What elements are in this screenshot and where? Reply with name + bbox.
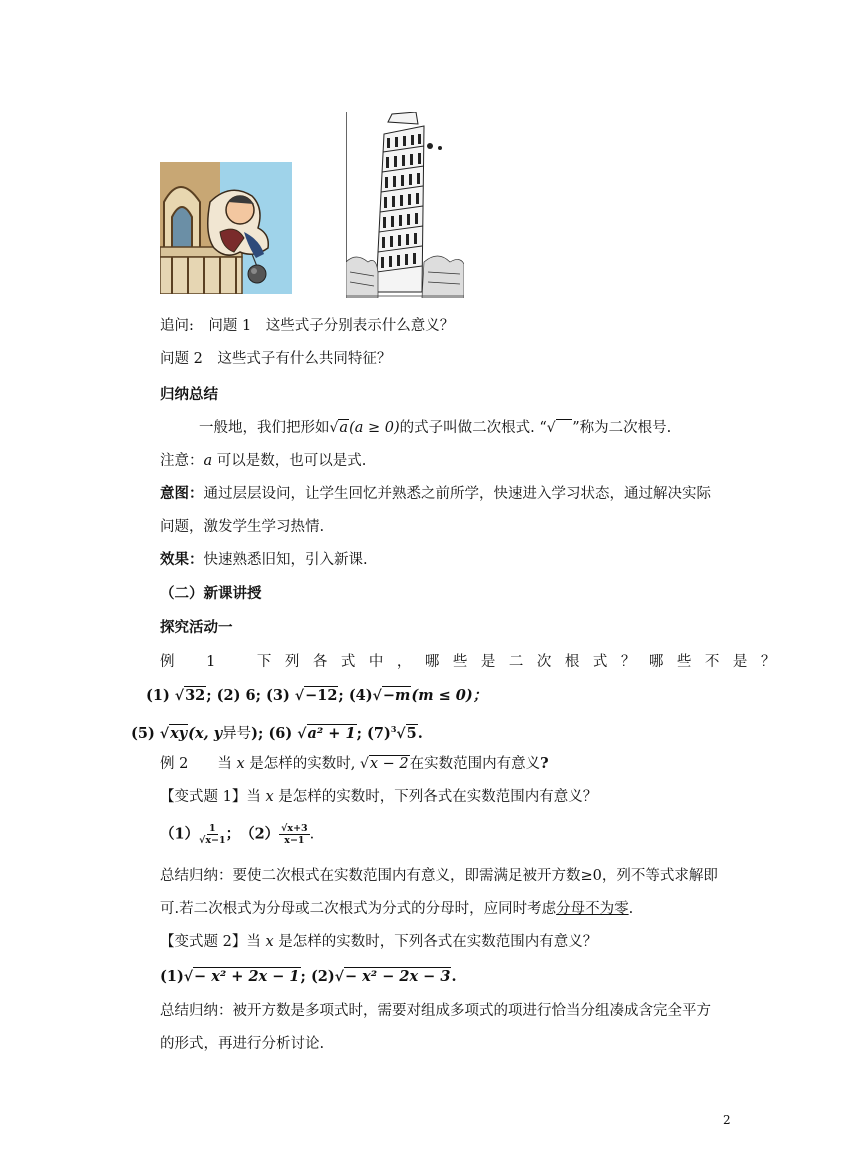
- summary-definition: 一般地，我们把形如√a(a ≥ 0)的式子叫做二次根式. “√ ”称为二次根号.: [199, 420, 672, 436]
- fraction-1: $\frac{1}{√x-1}$: [199, 823, 226, 846]
- question-2: 问题 2 这些式子有什么共同特征？: [160, 351, 392, 367]
- summary-2-line-1: 总结归纳：被开方数是多项式时，需要对组成多项式的项进行恰当分组凑成含完全平方: [160, 1003, 711, 1019]
- intent-line-1: 意图：通过层层设问，让学生回忆并熟悉之前所学，快速进入学习状态，通过解决实际: [160, 485, 711, 502]
- effect-line: 效果：快速熟悉旧知，引入新课.: [160, 551, 368, 568]
- summary-heading: 归纳总结: [160, 386, 218, 403]
- example-1-prompt: 例 1 下列各式中，哪些是二次根式？哪些不是？: [160, 654, 789, 670]
- variant-2-prompt: 【变式题 2】当 x 是怎样的实数时，下列各式在实数范围内有意义？: [160, 934, 598, 950]
- page-number: 2: [723, 1113, 731, 1127]
- sqrt-a-expr: √a: [329, 420, 349, 436]
- summary-1-line-1: 总结归纳：要使二次根式在实数范围内有意义，即需满足被开方数≥0，列不等式求解即: [160, 868, 718, 884]
- variant-1-prompt: 【变式题 1】当 x 是怎样的实数时，下列各式在实数范围内有意义？: [160, 789, 598, 805]
- variant-1-items: （1） $\frac{1}{√x-1}$ ； （2） $\frac{√x+3}{x-1}$ .: [160, 823, 315, 846]
- galileo-cartoon-image: [160, 162, 292, 294]
- example-1-items-row2: (5) √xy(x, y异号); (6) √a² + 1; $(7)^3√5$.: [131, 724, 423, 742]
- summary-1-line-2: 可.若二次根式为分母或二次根式为分式的分母时，应同时考虑分母不为零.: [160, 901, 634, 917]
- note-line: 注意：a 可以是数，也可以是式.: [160, 453, 367, 469]
- section-heading: （二）新课讲授: [160, 585, 262, 602]
- example-2: 例 2 当 x 是怎样的实数时, √x − 2在实数范围内有意义?: [160, 755, 549, 772]
- followup-question: 追问: 问题 1 这些式子分别表示什么意义？: [160, 318, 455, 334]
- leaning-tower-image: [346, 112, 464, 298]
- fraction-2: $\frac{√x+3}{x-1}$: [281, 823, 308, 846]
- radical-sign: √: [547, 418, 572, 438]
- summary-2-line-2: 的形式，再进行分析讨论.: [160, 1036, 325, 1052]
- variant-2-items: (1)√− x² + 2x − 1; (2)√− x² − 2x − 3.: [160, 968, 457, 985]
- example-1-items-row1: (1) √32; (2) 6; (3) √−12; (4)√−m(m ≤ 0)；: [146, 687, 488, 704]
- activity-heading: 探究活动一: [160, 619, 233, 636]
- intent-line-2: 问题，激发学生学习热情.: [160, 519, 325, 535]
